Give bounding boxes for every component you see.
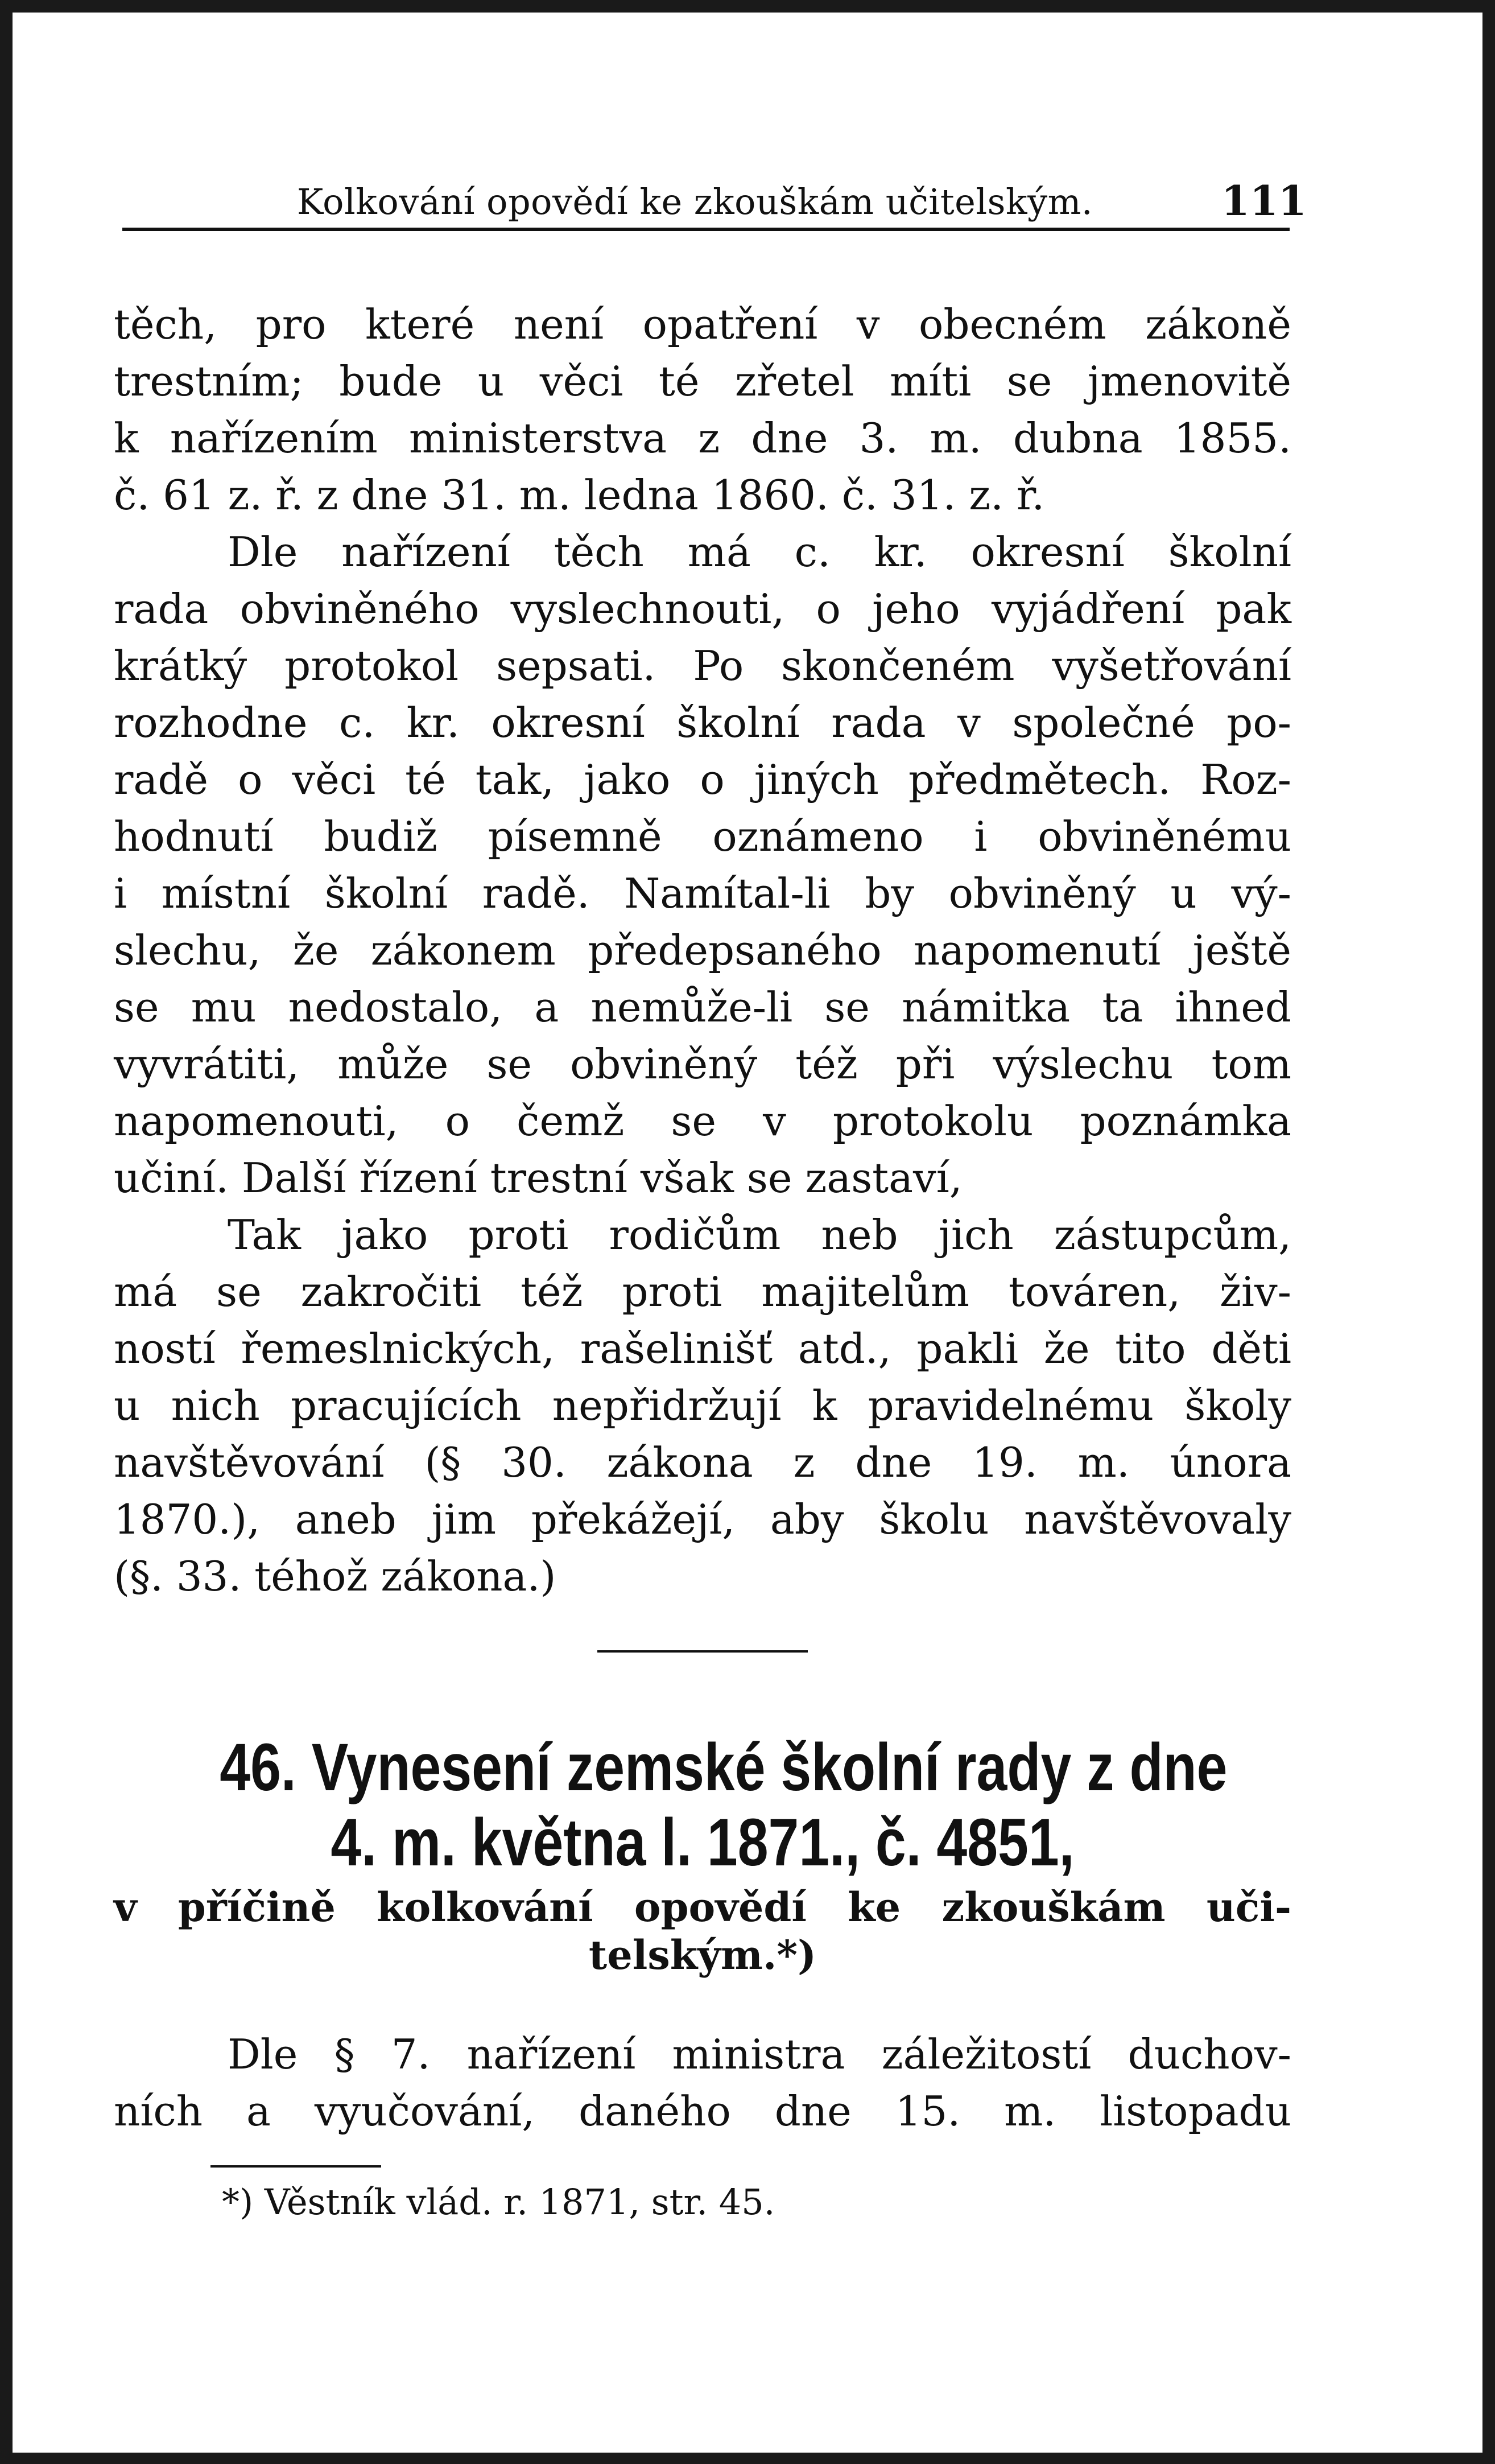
text-line: Dle § 7. nařízení ministra záležitostí duchov- xyxy=(228,2030,1291,2078)
text-line: vyvrátiti, může se obviněný též při výslechu tom xyxy=(114,1040,1291,1088)
text-line: navštěvování (§ 30. zákona z dne 19. m. února xyxy=(114,1439,1291,1486)
body-text xyxy=(114,296,1291,1605)
text-line: krátký protokol sepsati. Po skončeném vyšetřování xyxy=(114,642,1291,690)
subheading-line: v příčině kolkování opovědí ke zkouškám uči- xyxy=(114,1884,1291,1931)
text-line: k nařízením ministerstva z dne 3. m. dubna 1855. xyxy=(114,414,1291,462)
text-line: napomenouti, o čemž se v protokolu poznámka xyxy=(114,1097,1291,1145)
section-separator xyxy=(597,1650,808,1653)
text-line: radě o věci té tak, jako o jiných předmětech. Roz- xyxy=(114,756,1291,804)
footnote-rule xyxy=(210,2165,381,2168)
text-line: Dle nařízení těch má c. kr. okresní školní xyxy=(228,528,1291,576)
section-heading xyxy=(220,1730,1228,1880)
paragraph-1 xyxy=(114,296,1291,524)
text-line: slechu, že zákonem předepsaného napomenutí ještě xyxy=(114,926,1291,974)
text-line: Tak jako proti rodičům neb jich zástupcům, xyxy=(228,1211,1291,1259)
text-line: i místní školní radě. Namítal-li by obviněný u vý- xyxy=(114,870,1291,917)
section-subheading xyxy=(114,1884,1291,1979)
text-line: ních a vyučování, daného dne 15. m. listopadu xyxy=(114,2087,1291,2135)
text-line: rada obviněného vyslechnouti, o jeho vyjádření pak xyxy=(114,585,1291,633)
heading-line: 4. m. května l. 1871., č. 4851, xyxy=(331,1805,1075,1880)
header-rule xyxy=(122,228,1290,231)
text-line: má se zakročiti též proti majitelům továren, živ- xyxy=(114,1268,1291,1316)
text-line: č. 61 z. ř. z dne 31. m. ledna 1860. č. 31. z. ř. xyxy=(114,471,1045,519)
text-line: rozhodne c. kr. okresní školní rada v společné po- xyxy=(114,699,1291,747)
section-paragraph xyxy=(114,2026,1291,2140)
text-line: u nich pracujících nepřidržují k pravidelnému školy xyxy=(114,1382,1291,1429)
text-line: trestním; bude u věci té zřetel míti se jmenovitě xyxy=(114,357,1291,405)
paragraph-3 xyxy=(114,1206,1291,1605)
text-line: těch, pro které není opatření v obecném zákoně xyxy=(114,300,1291,348)
text-line: se mu nedostalo, a nemůže-li se námitka ta ihned xyxy=(114,983,1291,1031)
footnote: *) Věstník vlád. r. 1871, str. 45. xyxy=(222,2181,775,2223)
paragraph-2 xyxy=(114,524,1291,1206)
text-line: ností řemeslnických, rašelinišť atd., pakli že tito děti xyxy=(114,1325,1291,1373)
header-title: Kolkování opovědí ke zkouškám učitelským. xyxy=(297,181,1093,222)
page-number: 111 xyxy=(1221,176,1307,225)
subheading-line: telským.*) xyxy=(588,1931,817,1979)
text-line: (§. 33. téhož zákona.) xyxy=(114,1552,556,1600)
heading-line: 46. Vynesení zemské školní rady z dne xyxy=(220,1730,1228,1805)
text-line: 1870.), aneb jim překážejí, aby školu navštěvovaly xyxy=(114,1495,1291,1543)
text-line: učiní. Další řízení trestní však se zastaví, xyxy=(114,1154,963,1202)
text-line: hodnutí budiž písemně oznámeno i obviněnému xyxy=(114,813,1291,860)
